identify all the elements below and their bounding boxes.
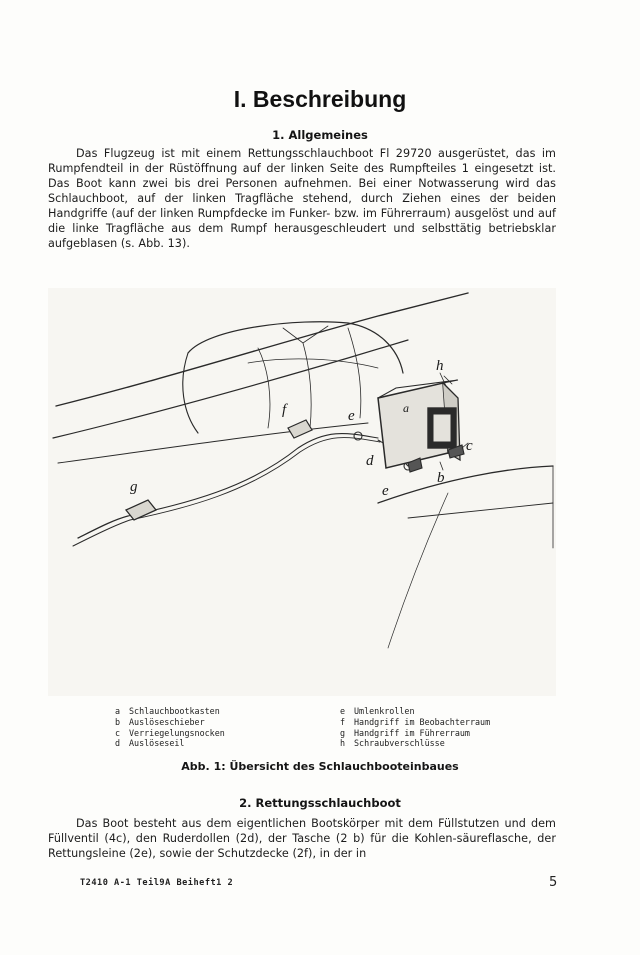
label-a: a (403, 401, 409, 415)
figure-legend-left (115, 706, 225, 749)
paragraph-text: Das Flugzeug ist mit einem Rettungsschlauchboot Fl 29720 ausgerüstet, das im Rumpfendteil in der Rüstöffnung auf der linken Seite des Rumpfteiles 1 eingesetzt ist. Das Boot kann zwei bis drei Personen aufnehmen. Bei einer Notwasserung wird das Schlauchboot, auf der linken Tragfläche stehend, durch Ziehen eines der beiden Handgriffe (auf der linken Rumpfdecke im Funker- bzw. im Führerraum) ausgelöst und auf die linke Tragfläche aus dem Rumpf herausgeschleudert und selbsttätig betriebsklar aufgeblasen (s. Abb. 13). (48, 147, 556, 250)
page-number: 5 (549, 875, 558, 890)
section-heading-allgemeines: 1. Allgemeines (272, 128, 368, 142)
page-title: I. Beschreibung (233, 86, 407, 112)
legend-item: e Umlenkrollen (340, 706, 415, 716)
legend-item: c Verriegelungsnocken (115, 727, 225, 738)
footer-document-reference: T2410 A-1 Teil9A Beiheft1 2 (80, 878, 234, 888)
legend-item: g Handgriff im Führerraum (340, 727, 470, 738)
label-d: d (366, 453, 374, 469)
label-g: g (130, 479, 138, 495)
figure-caption: Abb. 1: Übersicht des Schlauchbooteinbaues (181, 760, 459, 773)
label-c: c (466, 438, 473, 454)
figure-legend-right (340, 706, 490, 749)
legend-item: d Auslöseseil (115, 738, 185, 749)
paragraph-allgemeines (48, 146, 556, 251)
technical-drawing (48, 288, 556, 696)
figure-schlauchboot-einbau (48, 288, 556, 696)
label-e-lower: e (382, 483, 389, 499)
paragraph-rettungsschlauchboot (48, 816, 556, 861)
label-e-upper: e (348, 408, 355, 424)
label-h: h (436, 358, 444, 374)
label-f: f (282, 402, 287, 418)
paragraph-text: Das Boot besteht aus dem eigentlichen Bootskörper mit dem Füllstutzen und dem Füllventil (4c), den Ruderdollen (2d), der Tasche (2 b) für die Kohlen-säureflasche, der Rettungsleine (2e), sowie der Schutzdecke (2f), in der in (48, 817, 556, 860)
legend-item: a Schlauchbootkasten (115, 706, 220, 716)
section-heading-rettungsschlauchboot: 2. Rettungsschlauchboot (239, 796, 401, 810)
legend-item: f Handgriff im Beobachterraum (340, 716, 491, 727)
legend-item: b Auslöseschieber (115, 716, 205, 727)
label-b: b (437, 470, 445, 486)
legend-item: h Schraubverschlüsse (340, 738, 445, 749)
